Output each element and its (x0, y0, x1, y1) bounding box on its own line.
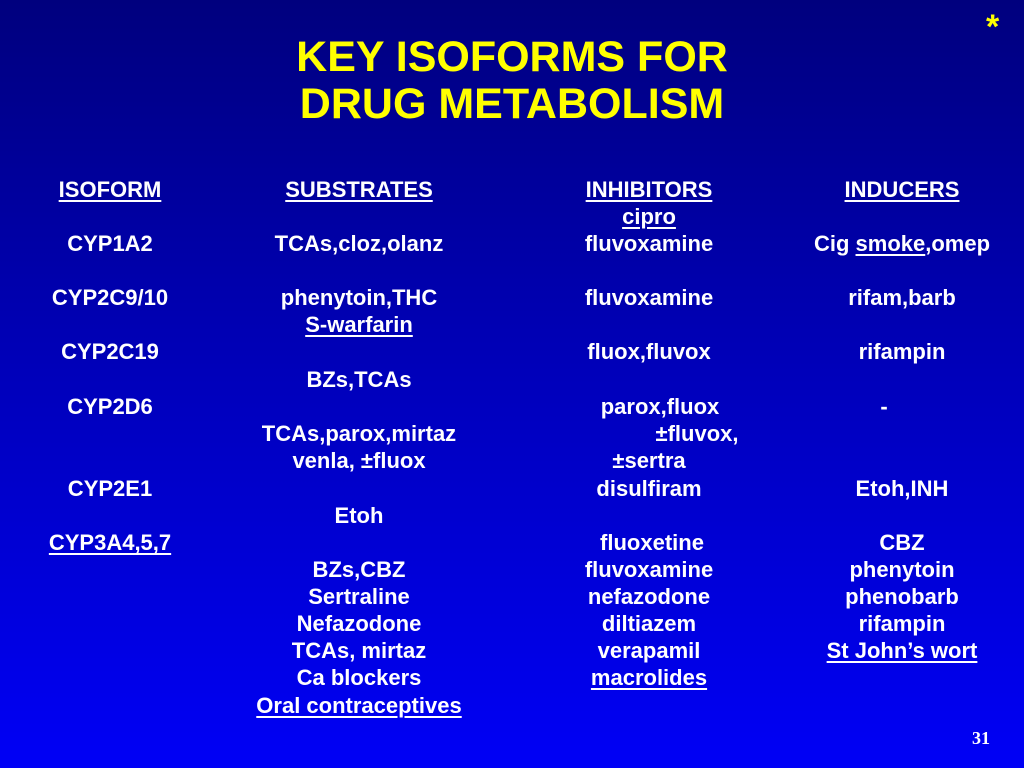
substrate-cell: venla, ±fluox (292, 448, 426, 473)
inducer-cell: phenytoin (849, 557, 955, 582)
inducer-smoke: smoke (855, 231, 926, 256)
inhibitor-cell: disulfiram (596, 476, 702, 501)
header-inhibitors: INHIBITORS (585, 177, 713, 202)
inducer-cell: rifam,barb (848, 285, 956, 310)
substrate-cell: Oral contraceptives (256, 693, 462, 718)
substrate-cell: BZs,TCAs (306, 367, 412, 392)
inducer-cell (814, 231, 990, 257)
substrate-cell: Sertraline (308, 584, 410, 609)
inhibitor-cell: nefazodone (587, 584, 711, 609)
substrate-cell: TCAs, mirtaz (291, 638, 427, 663)
isoform-cell: CYP3A4,5,7 (48, 530, 172, 555)
isoform-cell: CYP2C9/10 (51, 285, 169, 310)
slide-title-line-2: DRUG METABOLISM (299, 80, 725, 128)
inducer-cig-suffix: ,omep (925, 231, 991, 256)
header-inducers: INDUCERS (844, 177, 960, 202)
inducer-cell: - (880, 394, 888, 419)
inhibitor-cell: fluoxetine (600, 530, 704, 555)
inducer-cell: CBZ (879, 530, 925, 555)
inhibitor-cell: verapamil (597, 638, 701, 663)
substrate-cell: TCAs,parox,mirtaz (261, 421, 457, 446)
substrate-cell: BZs,CBZ (312, 557, 406, 582)
inhibitor-cell: ±fluvox, (655, 421, 739, 446)
isoform-cell: CYP2D6 (67, 394, 153, 419)
header-isoform: ISOFORM (58, 177, 162, 202)
inhibitor-cell: parox,fluox (600, 394, 720, 419)
asterisk-marker: * (986, 8, 1000, 46)
slide-title-line-1: KEY ISOFORMS FOR (296, 33, 728, 81)
inducer-cell: St John’s wort (826, 638, 978, 663)
inducer-cig-prefix: Cig (813, 231, 856, 256)
inhibitor-cell: macrolides (590, 665, 708, 690)
page-number: 31 (972, 728, 990, 748)
substrate-cell: TCAs,cloz,olanz (274, 231, 444, 256)
substrate-cell: Ca blockers (296, 665, 422, 690)
substrate-cell: phenytoin,THC (280, 285, 438, 310)
substrate-cell: Nefazodone (296, 611, 422, 636)
inducer-cell: rifampin (858, 611, 946, 636)
inducer-cell: Etoh,INH (855, 476, 949, 501)
substrate-cell: Etoh (334, 503, 384, 528)
inhibitor-cell: ±sertra (612, 448, 686, 473)
inhibitor-cell: cipro (622, 204, 676, 229)
inhibitor-cell: fluox,fluvox (587, 339, 711, 364)
isoform-cell: CYP1A2 (67, 231, 153, 256)
inducer-cell: phenobarb (845, 584, 959, 609)
inhibitor-cell: diltiazem (601, 611, 697, 636)
inducer-cell: rifampin (858, 339, 946, 364)
inhibitor-cell: fluvoxamine (584, 231, 714, 256)
header-substrates: SUBSTRATES (285, 177, 433, 202)
isoform-cell: CYP2C19 (61, 339, 159, 364)
inhibitor-cell: fluvoxamine (584, 285, 714, 310)
isoform-cell: CYP2E1 (67, 476, 153, 501)
inhibitor-cell: fluvoxamine (584, 557, 714, 582)
substrate-cell: S-warfarin (305, 312, 413, 337)
